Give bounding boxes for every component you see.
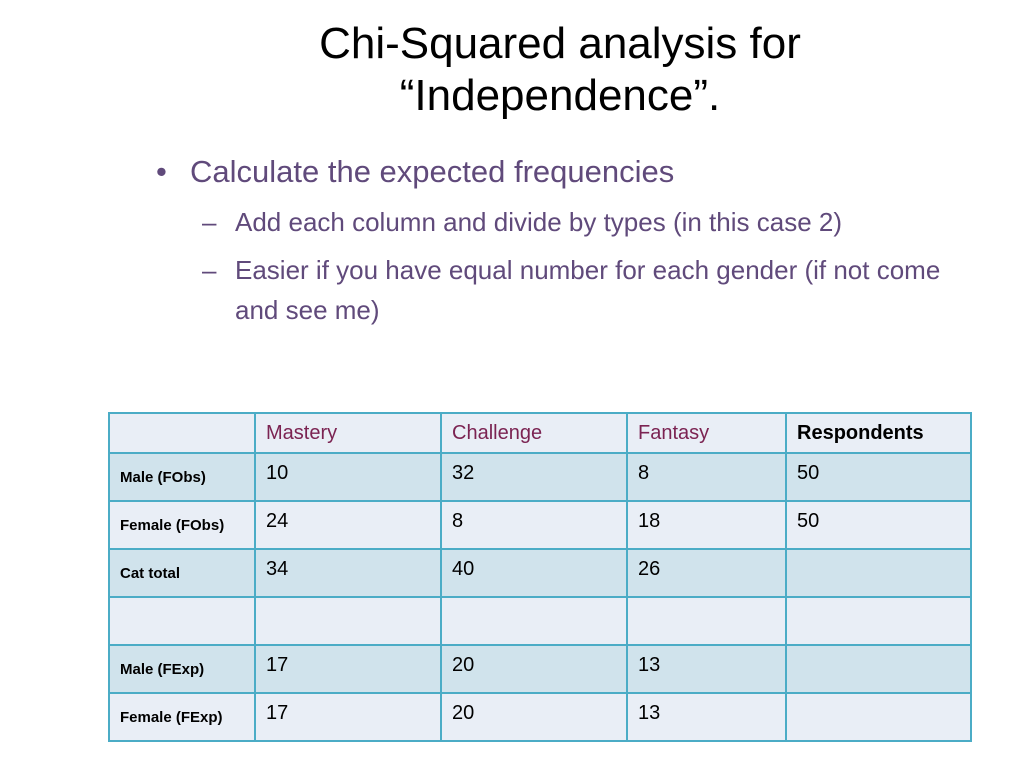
bullet-main-text: Calculate the expected frequencies (190, 154, 675, 189)
table-cell: 32 (441, 453, 627, 501)
table-row (109, 453, 971, 501)
table-cell (627, 597, 786, 645)
table-cell (786, 549, 971, 597)
table-cell: 10 (255, 453, 441, 501)
header-cell-respondents: Respondents (786, 413, 971, 453)
table-cell: 50 (786, 453, 971, 501)
table-row (109, 501, 971, 549)
table-cell (441, 597, 627, 645)
sub-bullet-1 (150, 202, 980, 242)
table-cell: 13 (627, 645, 786, 693)
table-row (109, 645, 971, 693)
bullet-dot-icon: • (156, 154, 167, 189)
bullet-main (150, 150, 980, 194)
table-row (109, 693, 971, 741)
table-cell: 34 (255, 549, 441, 597)
table-cell: 40 (441, 549, 627, 597)
table-cell (786, 597, 971, 645)
table-cell (255, 597, 441, 645)
table-cell: 20 (441, 693, 627, 741)
table-cell: 13 (627, 693, 786, 741)
dash-icon: – (202, 207, 217, 237)
sub-bullet-1-text: Add each column and divide by types (in this case 2) (235, 207, 843, 237)
table-cell: 8 (441, 501, 627, 549)
table-cell: 24 (255, 501, 441, 549)
table-cell: 50 (786, 501, 971, 549)
row-label: Cat total (109, 549, 255, 597)
table-cell: 17 (255, 645, 441, 693)
table-cell (786, 645, 971, 693)
row-label: Female (FObs) (109, 501, 255, 549)
sub-bullet-2-text: Easier if you have equal number for each gender (if not come and see me) (235, 255, 941, 325)
header-cell-empty (109, 413, 255, 453)
row-label: Male (FObs) (109, 453, 255, 501)
table-cell: 20 (441, 645, 627, 693)
table-cell: 18 (627, 501, 786, 549)
sub-bullet-2 (150, 250, 980, 330)
table-row (109, 549, 971, 597)
header-cell-fantasy: Fantasy (627, 413, 786, 453)
header-cell-challenge: Challenge (441, 413, 627, 453)
bullet-list (150, 150, 980, 330)
table-cell: 8 (627, 453, 786, 501)
slide-title (200, 18, 920, 122)
frequency-table (108, 412, 972, 742)
row-label: Female (FExp) (109, 693, 255, 741)
row-label: Male (FExp) (109, 645, 255, 693)
table-row (109, 597, 971, 645)
table-header-row (109, 413, 971, 453)
dash-icon: – (202, 255, 217, 285)
table-cell: 26 (627, 549, 786, 597)
table-cell: 17 (255, 693, 441, 741)
header-cell-mastery: Mastery (255, 413, 441, 453)
slide-title-line-2: “Independence”. (399, 71, 721, 120)
row-label (109, 597, 255, 645)
slide-title-line-1: Chi-Squared analysis for (319, 19, 801, 68)
table-cell (786, 693, 971, 741)
